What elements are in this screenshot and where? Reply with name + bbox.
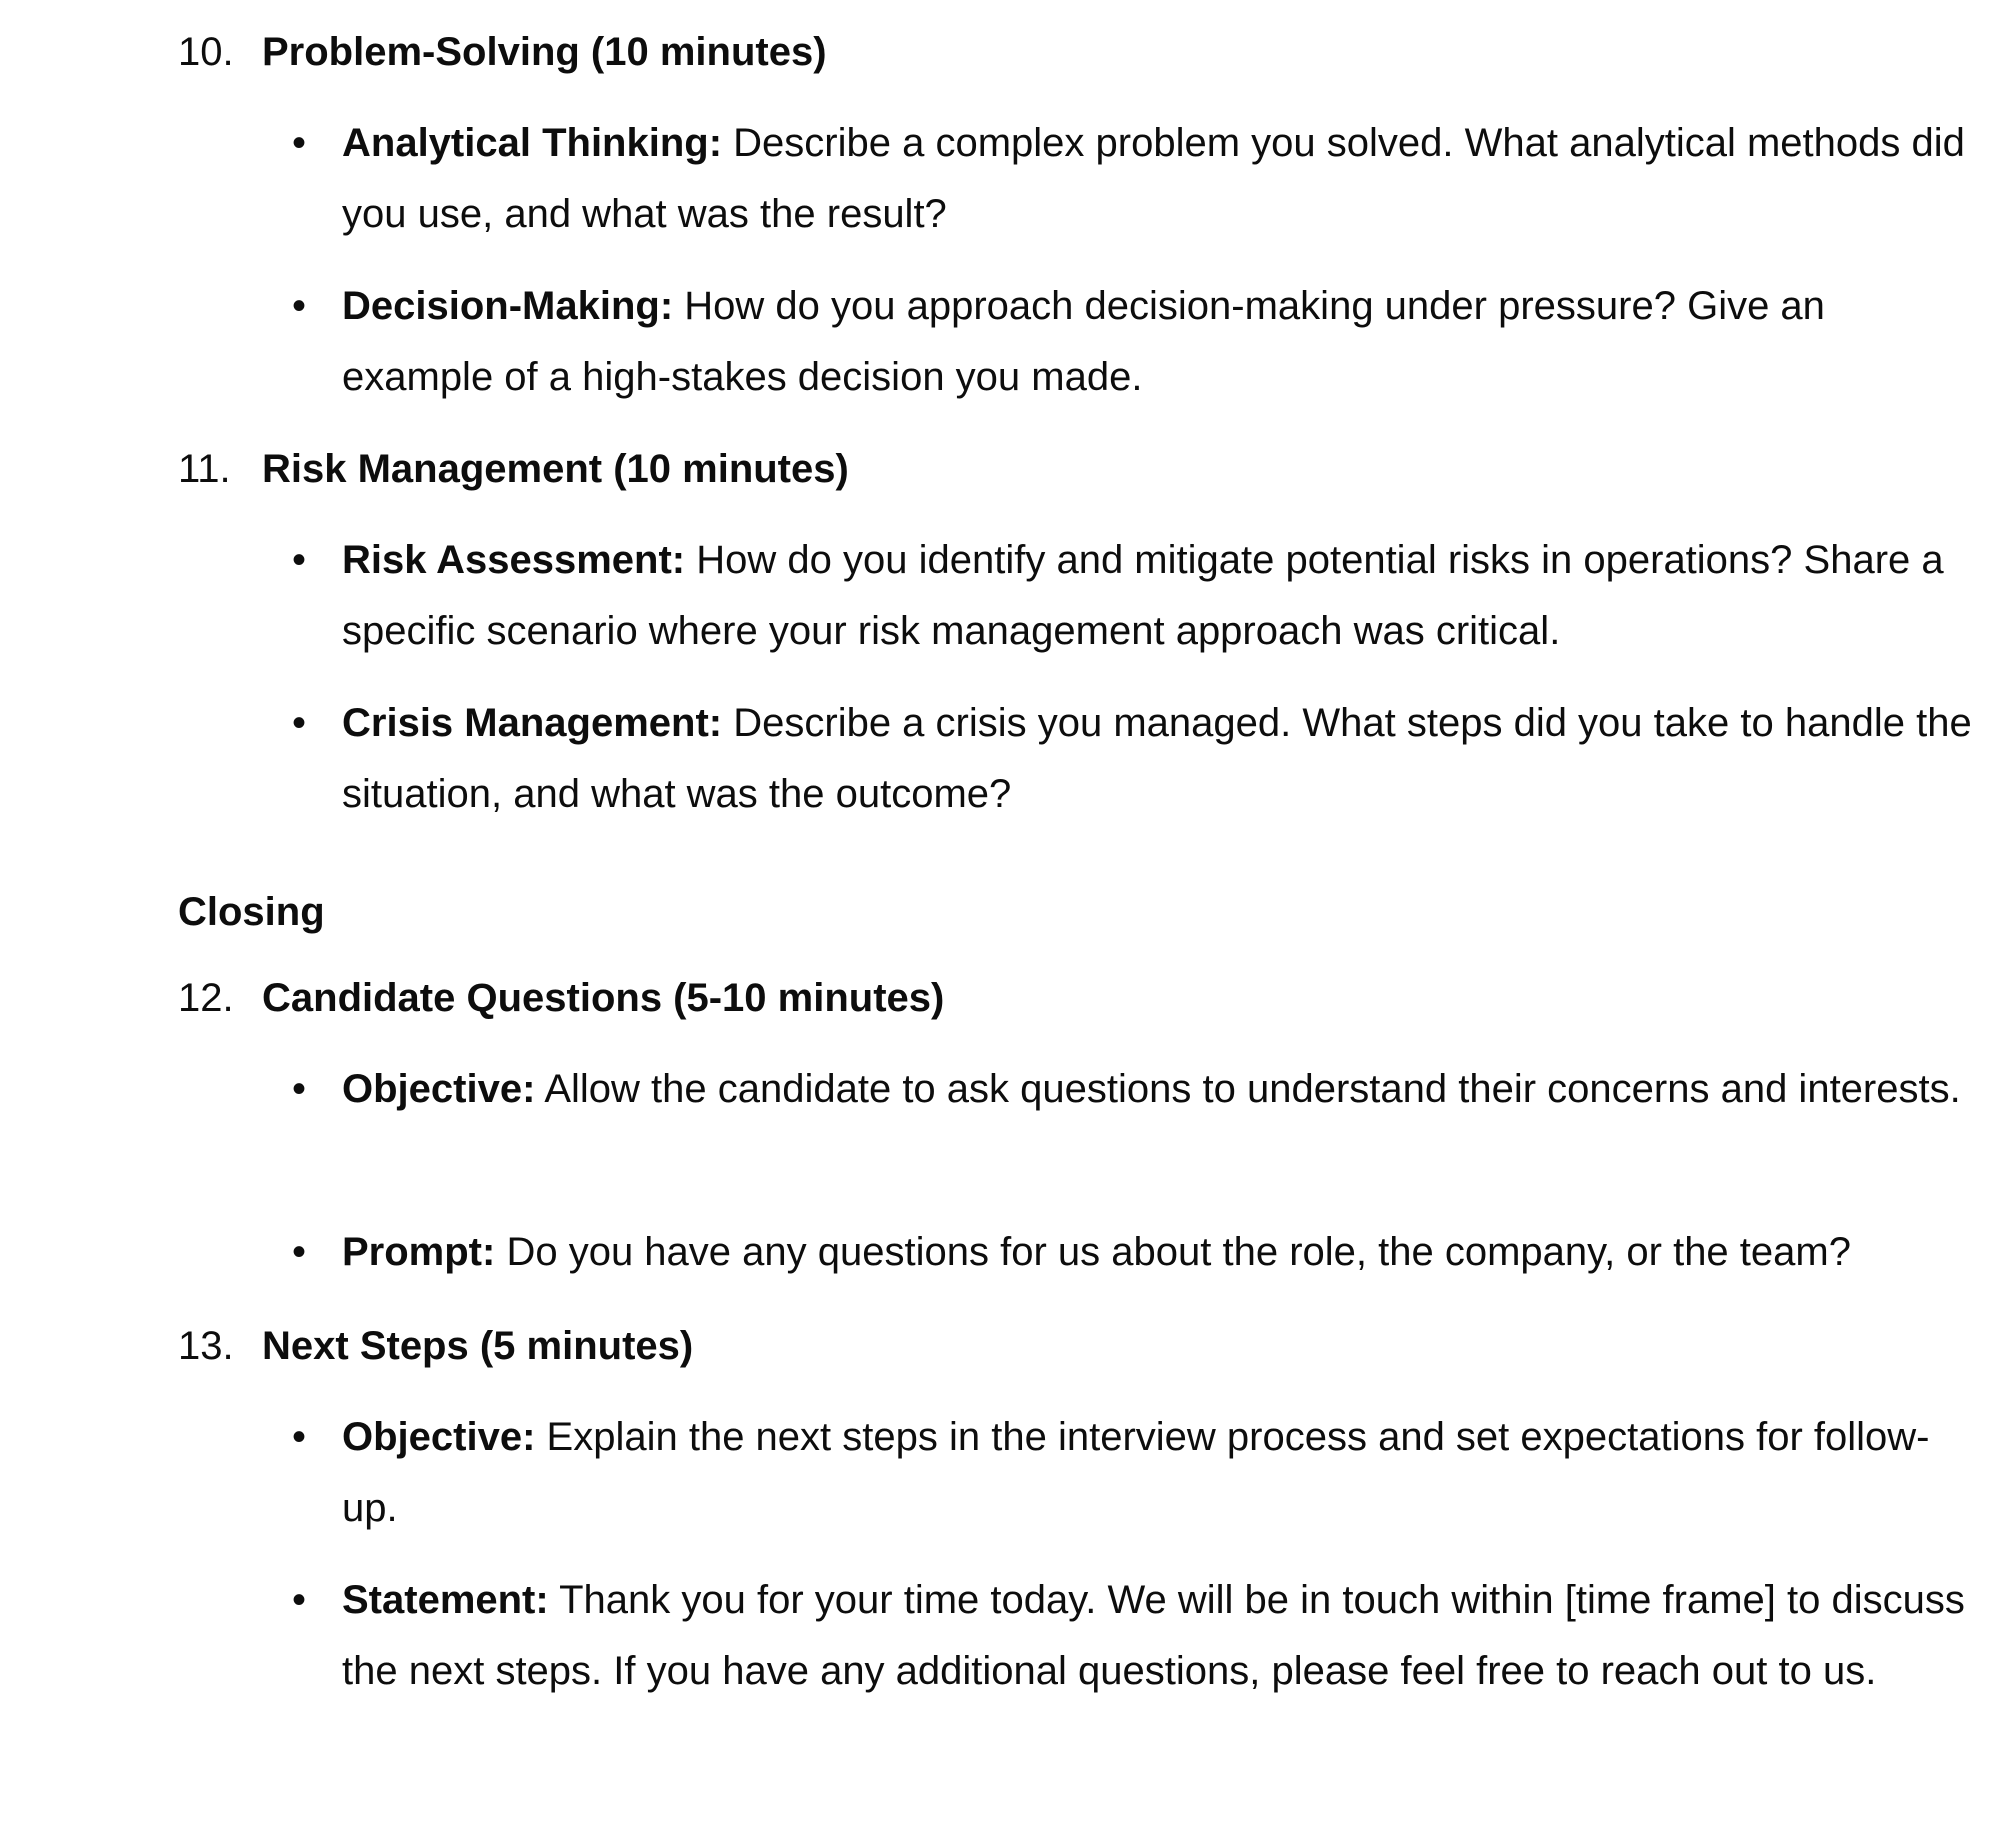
bullet-dot: •: [292, 1230, 307, 1274]
bullet-label: Analytical Thinking:: [342, 121, 723, 165]
bullet-dot: •: [292, 284, 307, 328]
bullet-label: Risk Assessment:: [342, 538, 686, 582]
bullet-text: Thank you for your time today. We will be in touch within [time frame] to discuss the next steps. If you have any additional questions, please feel free to reach out to us.: [342, 1578, 1965, 1693]
list-number: 10.: [178, 30, 234, 74]
bullet-text: How do you identify and mitigate potential risks in operations? Share a specific scenario where your risk management approach was critical.: [342, 538, 1944, 653]
list-number: 11.: [178, 447, 231, 491]
list-number: 12.: [178, 976, 234, 1020]
bullet-text: Explain the next steps in the interview process and set expectations for follow-up.: [342, 1415, 1930, 1530]
bullet-dot: •: [292, 538, 307, 582]
bullet-item: [292, 271, 1982, 413]
bullet-text: Describe a crisis you managed. What steps did you take to handle the situation, and what was the outcome?: [342, 701, 1972, 816]
bullet-dot: •: [292, 701, 307, 745]
list-item-title: Problem-Solving (10 minutes): [262, 30, 827, 74]
bullet-item: [292, 1217, 1982, 1288]
bullet-item: [292, 1565, 1982, 1707]
bullet-item: [292, 108, 1982, 250]
bullet-label: Statement:: [342, 1578, 549, 1622]
list-item-title: Candidate Questions (5-10 minutes): [262, 976, 945, 1020]
bullet-text: Allow the candidate to ask questions to understand their concerns and interests.: [544, 1067, 1961, 1111]
list-item-heading: [178, 972, 944, 1024]
bullet-label: Objective:: [342, 1067, 536, 1111]
bullet-label: Objective:: [342, 1415, 536, 1459]
bullet-label: Decision-Making:: [342, 284, 674, 328]
list-number: 13.: [178, 1324, 234, 1368]
bullet-item: [292, 1402, 1982, 1544]
bullet-dot: •: [292, 1578, 307, 1622]
bullet-dot: •: [292, 1067, 307, 1111]
bullet-dot: •: [292, 1415, 307, 1459]
bullet-text: How do you approach decision-making under pressure? Give an example of a high-stakes decision you made.: [342, 284, 1825, 399]
list-item-title: Next Steps (5 minutes): [262, 1324, 694, 1368]
bullet-text: Describe a complex problem you solved. What analytical methods did you use, and what was the result?: [342, 121, 1965, 236]
list-item-heading: [178, 1320, 693, 1372]
bullet-label: Prompt:: [342, 1230, 496, 1274]
bullet-text: Do you have any questions for us about the role, the company, or the team?: [506, 1230, 1851, 1274]
list-item-title: Risk Management (10 minutes): [262, 447, 849, 491]
list-item-heading: [178, 443, 849, 495]
bullet-item: [292, 688, 1982, 830]
list-item-heading: [178, 26, 827, 78]
bullet-item: [292, 1054, 1982, 1125]
bullet-dot: •: [292, 121, 307, 165]
bullet-item: [292, 525, 1982, 667]
section-heading: Closing: [178, 890, 325, 934]
bullet-label: Crisis Management:: [342, 701, 723, 745]
